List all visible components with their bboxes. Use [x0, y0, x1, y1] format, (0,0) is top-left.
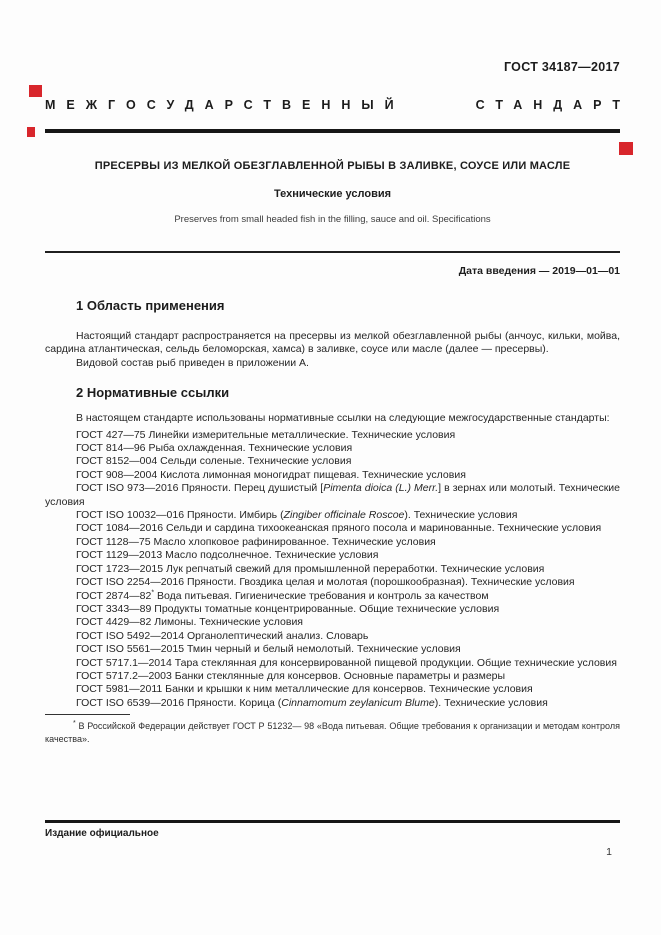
normative-intro: В настоящем стандарте использованы нормативные ссылки на следующие межгосударственные стандарты: — [76, 412, 610, 425]
document-title-english: Preserves from small headed fish in the filling, sauce and oil. Specifications — [174, 214, 491, 225]
section-2-heading: 2 Нормативные ссылки — [76, 385, 230, 401]
reference-item: ГОСТ 1723—2015 Лук репчатый свежий для промышленной переработки. Технические условия — [76, 562, 545, 575]
scope-paragraphs — [45, 330, 620, 370]
red-annotation-marker — [27, 127, 35, 137]
footnote-marker: * — [73, 720, 76, 728]
scope-paragraph: Видовой состав рыб приведен в приложении А. — [76, 356, 309, 369]
document-subtitle: Технические условия — [273, 188, 392, 200]
reference-item: ГОСТ ISO 5492—2014 Органолептический анализ. Словарь — [76, 629, 369, 642]
reference-item: ГОСТ 1128—75 Масло хлопковое рафинированное. Технические условия — [76, 535, 436, 548]
section-1-heading: 1 Область применения — [76, 298, 225, 313]
reference-item: ГОСТ 427—75 Линейки измерительные металлические. Технические условия — [76, 428, 456, 441]
reference-item: ГОСТ ISO 2254—2016 Пряности. Гвоздика целая и молотая (порошкообразная). Технические условия — [76, 576, 575, 589]
reference-item: ГОСТ 5717.1—2014 Тара стеклянная для консервированной пищевой продукции. Общие технические условия — [76, 656, 617, 669]
reference-item: ГОСТ 1129—2013 Масло подсолнечное. Технические условия — [76, 549, 379, 562]
standard-type-band: МЕЖГОСУДАРСТВЕННЫЙ СТАНДАРТ — [45, 98, 631, 112]
scope-paragraph: Настоящий стандарт распространяется на пресервы из мелкой обезглавленной рыбы (анчоус, кильки, мойва, сардина атлантическая, сельдь беломорская, хамса) в заливке, соусе или масле (далее — пресервы). — [45, 330, 620, 356]
red-annotation-marker — [619, 142, 633, 155]
reference-item: ГОСТ 908—2004 Кислота лимонная моногидрат пищевая. Технические условия — [76, 468, 466, 481]
footnote-separator — [45, 714, 130, 715]
footnote-text: В Российской Федерации действует ГОСТ Р 51232— 98 «Вода питьевая. Общие требования к организации и методам контроля качества». — [45, 721, 620, 745]
red-annotation-marker — [29, 85, 42, 97]
footnote — [45, 720, 620, 746]
reference-item: ГОСТ ISO 10032—016 Пряности. Имбирь (Zingiber officinale Roscoe). Технические условия — [76, 509, 518, 522]
references-list — [45, 429, 620, 711]
document-title: ПРЕСЕРВЫ ИЗ МЕЛКОЙ ОБЕЗГЛАВЛЕННОЙ РЫБЫ В ЗАЛИВКЕ, СОУСЕ ИЛИ МАСЛЕ — [94, 160, 571, 172]
reference-item: ГОСТ 4429—82 Лимоны. Технические условия — [76, 616, 303, 629]
header-rule — [45, 129, 620, 133]
reference-item: ГОСТ 2874—82* Вода питьевая. Гигиенические требования и контроль за качеством — [76, 589, 489, 602]
reference-item: ГОСТ 814—96 Рыба охлажденная. Технические условия — [76, 442, 353, 455]
title-separator-rule — [45, 251, 620, 253]
reference-item: ГОСТ 3343—89 Продукты томатные концентрированные. Общие технические условия — [76, 602, 500, 615]
effective-date: Дата введения — 2019—01—01 — [458, 265, 620, 277]
reference-item: ГОСТ 8152—004 Сельди соленые. Технические условия — [76, 455, 352, 468]
reference-item: ГОСТ ISO 973—2016 Пряности. Перец душистый [Pimenta dioica (L.) Merr.] в зернах или молотый. Технические условия — [45, 482, 620, 508]
reference-item: ГОСТ 5717.2—2003 Банки стеклянные для консервов. Основные параметры и размеры — [76, 669, 506, 682]
reference-item: ГОСТ 5981—2011 Банки и крышки к ним металлические для консервов. Технические условия — [76, 683, 533, 696]
reference-item: ГОСТ ISO 5561—2015 Тмин черный и белый немолотый. Технические условия — [76, 643, 461, 656]
document-number: ГОСТ 34187—2017 — [503, 60, 620, 74]
reference-item: ГОСТ ISO 6539—2016 Пряности. Корица (Cinnamomum zeylanicum Blume). Технические условия — [76, 696, 548, 709]
edition-note: Издание официальное — [45, 828, 159, 839]
document-body — [45, 298, 620, 746]
page-number: 1 — [606, 846, 612, 858]
footer-rule — [45, 820, 620, 823]
reference-item: ГОСТ 1084—2016 Сельди и сардина тихоокеанская пряного посола и маринованные. Технические условия — [76, 522, 602, 535]
